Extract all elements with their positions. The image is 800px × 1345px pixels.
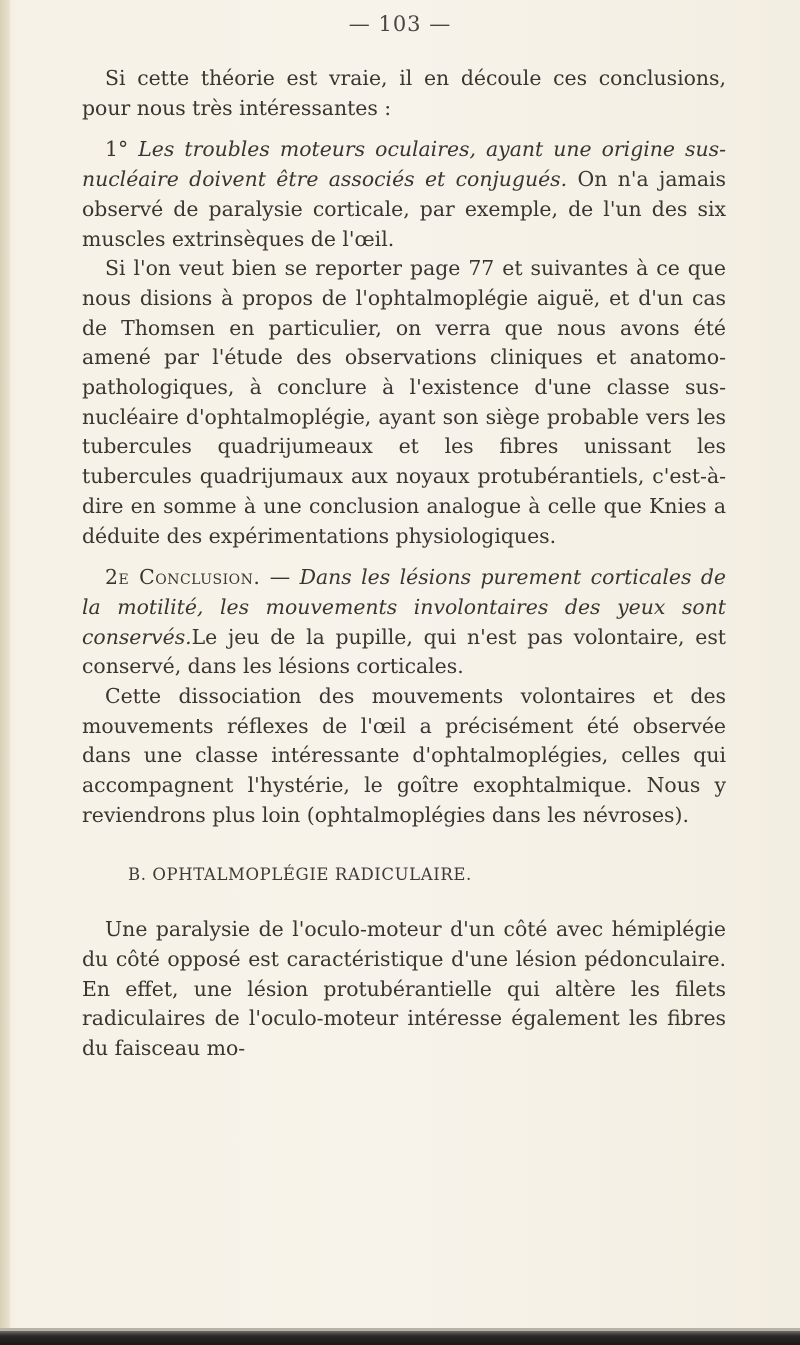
conclusion-2-followup: Cette dissociation des mouvements volontaires et des mouvements réflexes de l'œil a précisément été observée dans une classe intéressante d'ophtalmoplégies, celles qui accompagnent l'hystérie, le goître exophtalmique. Nous y reviendrons plus loin (ophtalmoplégies dans les névroses). <box>82 684 726 827</box>
conclusion-2-statement: Dans les lésions purement corticales de la motilité, les mouvements involontaires des yeux sont conservés. <box>82 565 726 649</box>
conclusion-2-text: Le jeu de la pupille, qui n'est pas volontaire, est conservé, dans les lésions corticales. <box>82 624 726 679</box>
conclusion-1-statement: Les troubles moteurs oculaires, ayant une origine sus-nucléaire doivent être associés et conjugués. <box>82 137 726 192</box>
conclusion-2-dash: — <box>260 565 300 590</box>
conclusion-1-followup: Si l'on veut bien se reporter page 77 et suivantes à ce que nous disions à propos de l'ophtalmoplégie aiguë, et d'un cas de Thomsen en particulier, on verra que nous avons été amené par l'étude des observations cliniques et anatomo-pathologiques, à conclure à l'existence d'une classe sus-nucléaire d'ophtalmoplégie, ayant son siège probable vers les tubercules quadrijumeaux et les fibres unissant les tubercules quadrijumaux aux noyaux protubérantiels, c'est-à-dire en somme à une conclusion analogue à celle que Knies a déduite des expérimentations physiologiques. <box>82 256 726 548</box>
conclusion-2-label: 2e Conclusion. <box>105 565 261 590</box>
conclusion-2-paragraph <box>82 563 726 682</box>
final-paragraph: Une paralysie de l'oculo-moteur d'un côté avec hémiplégie du côté opposé est caractéristique d'une lésion pédonculaire. En effet, une lésion protubérantielle qui altère les filets radiculaires de l'oculo-moteur intéresse également les fibres du faisceau mo- <box>82 917 726 1061</box>
scan-bottom-edge <box>0 1331 800 1345</box>
conclusion-1-label: 1° <box>105 137 139 162</box>
section-heading: B. OPHTALMOPLÉGIE RADICULAIRE. <box>128 864 472 884</box>
page-body <box>82 64 726 1064</box>
page-left-edge <box>0 0 10 1345</box>
conclusion-1-paragraph <box>82 135 726 254</box>
page-number: — 103 — <box>348 12 452 36</box>
intro-paragraph: Si cette théorie est vraie, il en découle ces conclusions, pour nous très intéressantes : <box>82 66 726 120</box>
conclusion-1-text: On n'a jamais observé de paralysie corticale, par exemple, de l'un des six muscles extrinsèques de l'œil. <box>82 167 726 251</box>
